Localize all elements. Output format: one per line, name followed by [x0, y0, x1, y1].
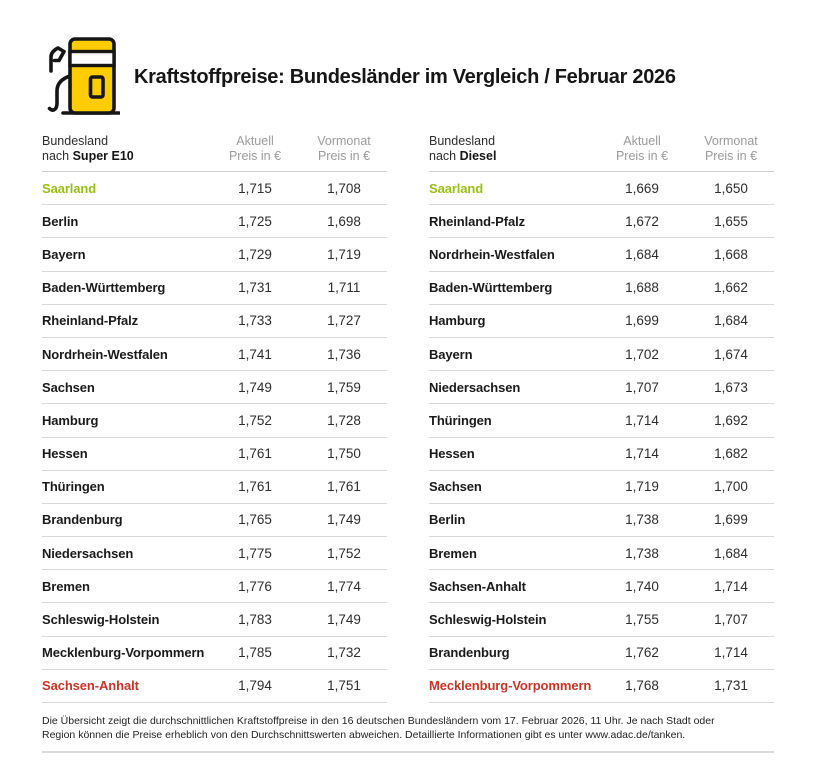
current-price: 1,688 [625, 280, 659, 296]
current-price: 1,725 [238, 213, 272, 229]
previous-price: 1,750 [327, 446, 361, 462]
table-row [42, 371, 387, 404]
state-name: Niedersachsen [42, 545, 134, 561]
table-row [42, 670, 387, 703]
state-name: Berlin [42, 213, 79, 229]
table-row [429, 438, 774, 471]
column-header-state-line1: Bundesland [42, 134, 109, 148]
table-row [42, 570, 387, 603]
state-name: Brandenburg [42, 512, 123, 528]
column-header-state-prefix: nach [42, 149, 73, 163]
previous-price: 1,692 [714, 412, 748, 428]
state-name: Sachsen-Anhalt [42, 678, 139, 694]
previous-price: 1,736 [327, 346, 361, 362]
previous-price: 1,727 [327, 313, 361, 329]
current-price: 1,729 [238, 246, 272, 262]
table-row [429, 272, 774, 305]
current-price: 1,714 [625, 412, 659, 428]
state-name: Baden-Württemberg [42, 280, 166, 296]
table-row [42, 637, 387, 670]
table-row [42, 172, 387, 205]
previous-price: 1,662 [714, 280, 748, 296]
current-price: 1,794 [238, 678, 272, 694]
state-name: Mecklenburg-Vorpommern [42, 645, 205, 661]
previous-price: 1,708 [327, 180, 361, 196]
current-price: 1,733 [238, 313, 272, 329]
previous-price: 1,668 [714, 246, 748, 262]
previous-price: 1,682 [714, 446, 748, 462]
current-price: 1,761 [238, 446, 272, 462]
column-header-state [42, 134, 209, 164]
state-name: Nordrhein-Westfalen [42, 346, 168, 362]
current-price: 1,707 [625, 379, 659, 395]
current-price: 1,749 [238, 379, 272, 395]
state-name: Hamburg [429, 313, 486, 329]
state-name: Schleswig-Holstein [429, 612, 547, 628]
state-name: Baden-Württemberg [429, 280, 553, 296]
table-row [429, 305, 774, 338]
column-header-state [429, 134, 596, 164]
state-name: Thüringen [429, 412, 492, 428]
table-row [429, 205, 774, 238]
previous-price: 1,699 [714, 512, 748, 528]
previous-price: 1,711 [327, 280, 361, 296]
state-name: Sachsen [429, 479, 482, 495]
previous-price: 1,707 [714, 612, 748, 628]
current-price: 1,699 [625, 313, 659, 329]
previous-price: 1,673 [714, 379, 748, 395]
table-row [42, 205, 387, 238]
table-header-diesel [429, 134, 774, 172]
table-row [42, 603, 387, 636]
previous-price: 1,674 [714, 346, 748, 362]
current-price: 1,684 [625, 246, 659, 262]
table-row [429, 238, 774, 271]
tables-container [42, 134, 774, 703]
previous-price: 1,719 [327, 246, 361, 262]
state-name: Sachsen [42, 379, 95, 395]
table-header-super-e10 [42, 134, 387, 172]
previous-price: 1,759 [327, 379, 361, 395]
table-row [42, 305, 387, 338]
state-name: Bayern [42, 246, 86, 262]
state-name: Saarland [429, 180, 484, 196]
current-price: 1,765 [238, 512, 272, 528]
current-price: 1,738 [625, 545, 659, 561]
state-name: Mecklenburg-Vorpommern [429, 678, 592, 694]
state-name: Sachsen-Anhalt [429, 578, 526, 594]
previous-price: 1,752 [327, 545, 361, 561]
table-row [429, 670, 774, 703]
state-name: Hessen [42, 446, 88, 462]
current-price: 1,714 [625, 446, 659, 462]
current-price: 1,785 [238, 645, 272, 661]
state-name: Thüringen [42, 479, 105, 495]
column-header-current: Aktuell Preis in € [228, 134, 282, 163]
table-body-super-e10 [42, 172, 387, 703]
page-title: Kraftstoffpreise: Bundesländer im Vergleich / Februar 2026 [134, 65, 676, 88]
table-row [42, 504, 387, 537]
previous-price: 1,714 [714, 578, 748, 594]
previous-price: 1,731 [714, 678, 748, 694]
table-row [429, 570, 774, 603]
table-row [42, 238, 387, 271]
previous-price: 1,714 [714, 645, 748, 661]
state-name: Bremen [42, 578, 90, 594]
bottom-divider [42, 751, 774, 753]
table-row [429, 172, 774, 205]
state-name: Berlin [429, 512, 466, 528]
state-name: Nordrhein-Westfalen [429, 246, 555, 262]
state-name: Brandenburg [429, 645, 510, 661]
table-super-e10 [42, 134, 387, 703]
current-price: 1,669 [625, 180, 659, 196]
current-price: 1,741 [238, 346, 272, 362]
masthead [42, 34, 774, 120]
current-price: 1,761 [238, 479, 272, 495]
state-name: Niedersachsen [429, 379, 521, 395]
table-row [429, 404, 774, 437]
state-name: Bremen [429, 545, 477, 561]
column-header-current: Aktuell Preis in € [615, 134, 669, 163]
current-price: 1,672 [625, 213, 659, 229]
current-price: 1,719 [625, 479, 659, 495]
table-diesel [429, 134, 774, 703]
table-row [42, 272, 387, 305]
footnote: Die Übersicht zeigt die durchschnittlichen Kraftstoffpreise in den 16 deutschen Bundesländern vom 17. Februar 2026, 11 Uhr. Je nach Stadt oder Region können die Preise erheblich von den Durchschnittswerten abweichen. Detaillierte Informationen gibt es unter www.adac.de/tanken. [42, 715, 715, 741]
column-header-previous: Vormonat Preis in € [704, 134, 758, 163]
previous-price: 1,728 [327, 412, 361, 428]
previous-price: 1,749 [327, 612, 361, 628]
previous-price: 1,650 [714, 180, 748, 196]
current-price: 1,715 [238, 180, 272, 196]
table-row [42, 438, 387, 471]
state-name: Hamburg [42, 412, 99, 428]
fuel-pump-icon [42, 36, 120, 118]
current-price: 1,755 [625, 612, 659, 628]
fuel-type-label: Diesel [459, 149, 497, 163]
current-price: 1,762 [625, 645, 659, 661]
table-row [429, 603, 774, 636]
current-price: 1,775 [238, 545, 272, 561]
fuel-type-label: Super E10 [72, 149, 134, 163]
state-name: Saarland [42, 180, 97, 196]
previous-price: 1,749 [327, 512, 361, 528]
current-price: 1,776 [238, 578, 272, 594]
table-row [42, 471, 387, 504]
previous-price: 1,655 [714, 213, 748, 229]
current-price: 1,731 [238, 280, 272, 296]
previous-price: 1,700 [714, 479, 748, 495]
column-header-state-line1: Bundesland [429, 134, 496, 148]
previous-price: 1,732 [327, 645, 361, 661]
state-name: Hessen [429, 446, 475, 462]
table-body-diesel [429, 172, 774, 703]
previous-price: 1,761 [327, 479, 361, 495]
current-price: 1,740 [625, 578, 659, 594]
current-price: 1,752 [238, 412, 272, 428]
previous-price: 1,698 [327, 213, 361, 229]
current-price: 1,768 [625, 678, 659, 694]
column-header-previous: Vormonat Preis in € [317, 134, 371, 163]
column-header-state-prefix: nach [429, 149, 460, 163]
state-name: Rheinland-Pfalz [42, 313, 139, 329]
previous-price: 1,774 [327, 578, 361, 594]
current-price: 1,783 [238, 612, 272, 628]
table-row [429, 537, 774, 570]
state-name: Bayern [429, 346, 473, 362]
current-price: 1,738 [625, 512, 659, 528]
previous-price: 1,684 [714, 545, 748, 561]
current-price: 1,702 [625, 346, 659, 362]
table-row [42, 537, 387, 570]
table-row [42, 338, 387, 371]
previous-price: 1,684 [714, 313, 748, 329]
table-row [429, 371, 774, 404]
state-name: Rheinland-Pfalz [429, 213, 526, 229]
state-name: Schleswig-Holstein [42, 612, 160, 628]
table-row [429, 338, 774, 371]
table-row [429, 471, 774, 504]
table-row [429, 504, 774, 537]
table-row [42, 404, 387, 437]
table-row [429, 637, 774, 670]
previous-price: 1,751 [327, 678, 361, 694]
